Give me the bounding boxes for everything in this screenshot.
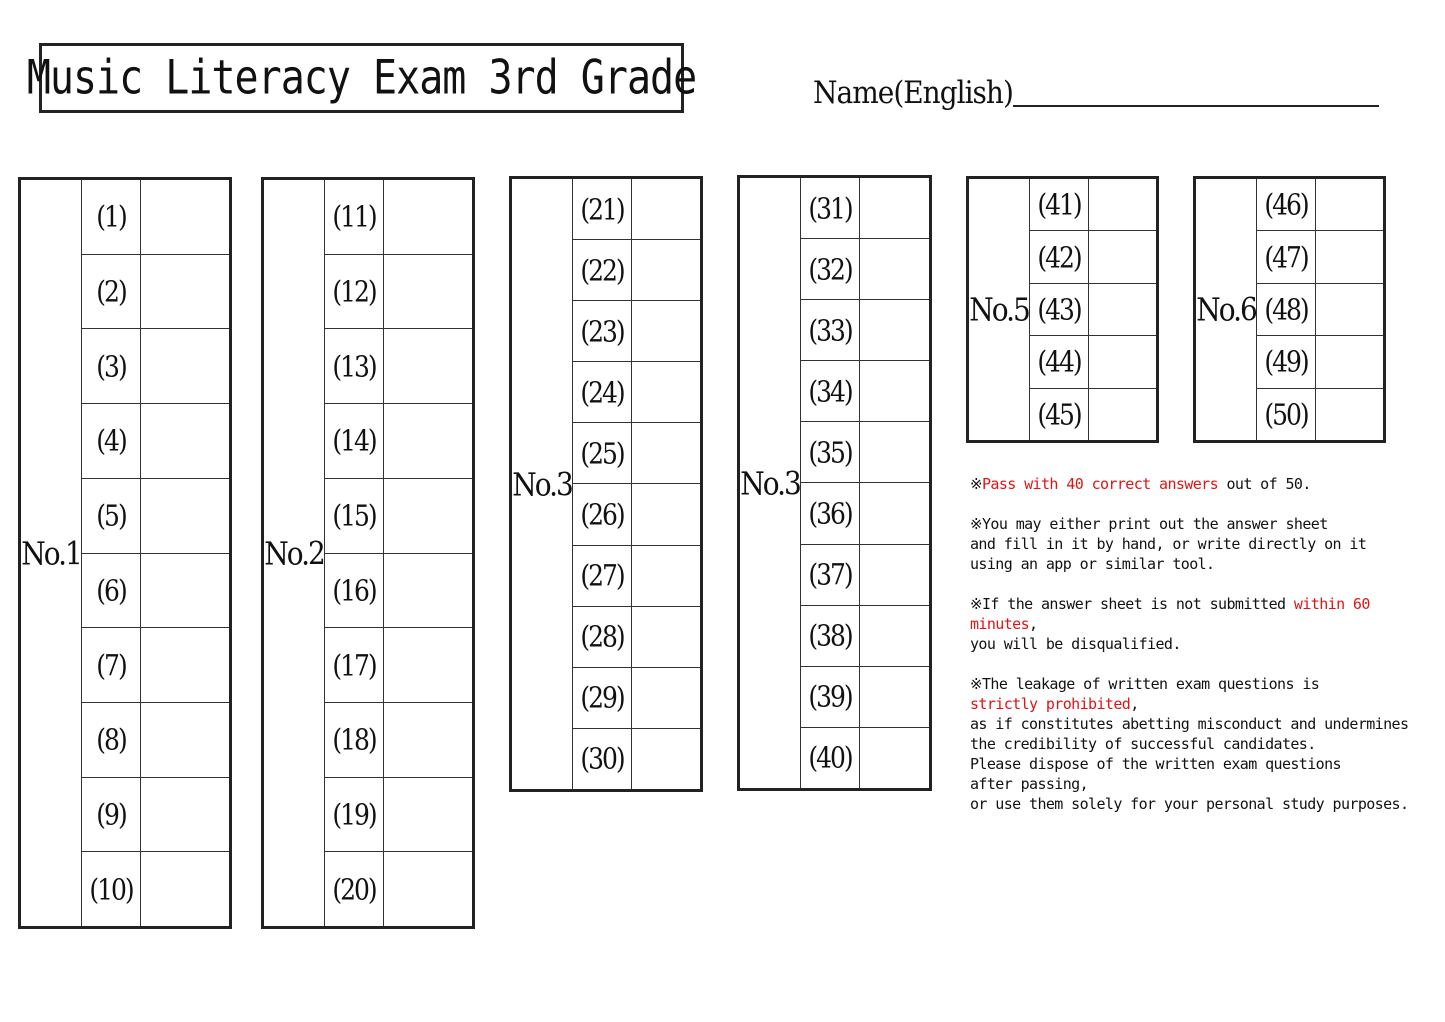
answer-cell[interactable] [632,729,700,789]
question-row [1257,231,1383,283]
question-rows [573,179,700,789]
name-label: Name(English) [813,74,1013,111]
answer-cell[interactable] [141,479,229,553]
question-number-cell [82,479,141,553]
question-number-cell [325,255,384,329]
question-number-cell [82,404,141,478]
note-time-highlight: within 60 minutes [970,595,1370,633]
answer-cell[interactable] [632,362,700,422]
question-number-cell [1030,284,1089,335]
note-line: using an app or similar tool. [970,555,1215,573]
question-number-cell [325,329,384,403]
question-number-cell [1257,231,1316,282]
answer-cell[interactable] [141,778,229,852]
question-row [573,668,700,729]
question-number-cell [801,361,860,421]
question-row [801,483,929,544]
question-row [325,778,472,853]
question-number: (38) [808,619,852,653]
question-number: (46) [1264,188,1308,222]
question-number-cell [82,180,141,254]
question-number: (36) [808,496,852,531]
answer-cell[interactable] [384,404,472,478]
question-number: (29) [580,681,624,715]
answer-cell[interactable] [141,404,229,478]
answer-cell[interactable] [1316,231,1383,282]
question-number-cell [573,484,632,544]
question-row [801,361,929,422]
question-row [325,852,472,926]
answer-table-section-5 [966,176,1159,443]
note-line: you will be disqualified. [970,635,1181,653]
question-row [801,422,929,483]
question-number-cell [801,483,860,543]
section-label-cell [264,180,325,926]
question-number-cell [325,852,384,926]
question-number: (2) [96,274,126,309]
question-number-cell [573,179,632,239]
question-number: (7) [96,648,126,682]
question-number: (10) [89,872,133,906]
section-label: No.6 [1196,290,1256,329]
question-number: (30) [580,742,624,776]
note-leak-highlight: strictly prohibited [970,695,1131,713]
question-row [82,404,229,479]
question-number-cell [82,778,141,852]
question-number: (16) [332,573,376,608]
question-number-cell [1257,336,1316,387]
question-number-cell [82,628,141,702]
section-label: No.3 [740,464,800,502]
note-pass-text: out of 50. [1218,475,1311,493]
question-number: (3) [96,349,126,383]
question-row [325,554,472,629]
question-number: (32) [808,252,852,286]
question-number-cell [325,404,384,478]
answer-cell[interactable] [1316,389,1383,440]
answer-cell[interactable] [384,554,472,628]
note-leakage-policy [970,674,1440,814]
question-row [801,606,929,667]
question-row [82,703,229,778]
question-number-cell [1257,284,1316,335]
name-field-area [813,76,1379,109]
section-label-cell [512,179,573,789]
answer-table-section-3 [509,176,703,792]
exam-title-box [26,43,697,113]
question-row [1257,389,1383,440]
answer-cell[interactable] [384,778,472,852]
question-number-cell [573,423,632,483]
question-number: (9) [96,797,126,832]
answer-cell[interactable] [1316,284,1383,335]
answer-cell[interactable] [141,329,229,403]
question-number: (28) [580,620,624,654]
question-number: (22) [580,253,624,287]
answer-cell[interactable] [632,668,700,728]
question-number-cell [1030,231,1089,282]
question-row [573,729,700,789]
question-row [325,329,472,404]
answer-cell[interactable] [141,554,229,628]
question-number-cell [573,362,632,422]
question-number: (34) [808,374,852,409]
question-number: (11) [332,200,376,234]
question-row [573,179,700,240]
question-row [1257,179,1383,231]
question-row [325,703,472,778]
question-number-cell [325,554,384,628]
question-number-cell [82,554,141,628]
question-number-cell [801,545,860,605]
question-number: (1) [96,200,126,234]
question-number-cell [1030,389,1089,440]
question-row [801,728,929,788]
question-number-cell [325,778,384,852]
note-line: the credibility of successful candidates. [970,735,1316,753]
answer-cell[interactable] [1089,389,1156,440]
answer-cell[interactable] [384,255,472,329]
question-row [82,778,229,853]
note-line: , [1130,695,1139,713]
note-line: and fill in it by hand, or write directly on it [970,535,1367,553]
note-pass-requirement [970,474,1440,494]
question-number: (18) [332,723,376,757]
answer-cell[interactable] [860,300,929,360]
question-rows [1257,179,1383,440]
question-number: (4) [96,424,126,458]
question-row [801,667,929,728]
question-row [573,240,700,301]
question-number: (41) [1037,188,1081,222]
question-row [1030,389,1156,440]
question-number: (15) [332,498,376,533]
question-number-cell [82,703,141,777]
answer-cell[interactable] [860,667,929,727]
answer-cell[interactable] [632,484,700,544]
question-number-cell [801,178,860,238]
question-number-cell [325,479,384,553]
question-number: (50) [1264,397,1308,432]
answer-cell[interactable] [1089,179,1156,230]
answer-table-section-4 [737,175,932,791]
question-number-cell [573,607,632,667]
section-label: No.5 [969,290,1029,329]
question-number-cell [573,546,632,606]
question-row [1030,336,1156,388]
question-number-cell [573,729,632,789]
answer-table-section-1 [18,177,232,929]
question-number-cell [1257,389,1316,440]
answer-cell[interactable] [632,423,700,483]
answer-cell[interactable] [384,628,472,702]
question-row [82,479,229,554]
question-row [82,329,229,404]
question-number-cell [801,728,860,788]
question-number: (48) [1264,292,1308,327]
section-label-cell [21,180,82,926]
question-row [573,607,700,668]
note-line: as if constitutes abetting misconduct and undermines [970,715,1409,733]
question-number: (6) [96,573,126,608]
section-label: No.1 [21,534,81,572]
note-pass-highlight: Pass with 40 correct answers [981,475,1219,493]
answer-cell[interactable] [632,240,700,300]
question-number: (26) [580,497,624,532]
question-number: (17) [332,648,376,682]
question-number: (42) [1037,240,1081,274]
note-line: ※The leakage of written exam questions is [970,675,1320,693]
answer-cell[interactable] [141,180,229,254]
question-rows [1030,179,1156,440]
answer-cell[interactable] [1089,336,1156,387]
note-time-limit [970,594,1440,654]
exam-title: Music Literacy Exam 3rd Grade [26,50,697,106]
answer-cell[interactable] [860,606,929,666]
question-row [82,180,229,255]
answer-table-section-2 [261,177,475,929]
question-number: (14) [332,424,376,458]
question-number: (23) [580,314,624,348]
name-input-line[interactable] [1013,104,1379,107]
question-number: (13) [332,349,376,383]
section-label: No.3 [512,465,572,503]
answer-table-section-6 [1193,176,1386,443]
question-number-cell [573,668,632,728]
note-line: after passing, [970,775,1089,793]
question-number: (12) [332,274,376,309]
answer-cell[interactable] [860,545,929,605]
answer-cell[interactable] [141,703,229,777]
question-row [325,404,472,479]
note-print-instructions [970,514,1440,574]
question-number: (25) [580,436,624,471]
question-number-cell [325,628,384,702]
question-rows [801,178,929,788]
question-row [325,180,472,255]
answer-cell[interactable] [860,483,929,543]
answer-cell[interactable] [384,329,472,403]
answer-cell[interactable] [632,301,700,361]
question-number: (47) [1264,240,1308,274]
question-row [82,554,229,629]
answer-cell[interactable] [1316,336,1383,387]
answer-cell[interactable] [1316,179,1383,230]
question-number: (5) [96,498,126,533]
question-number: (19) [332,797,376,832]
question-number: (35) [808,435,852,470]
section-label-cell [969,179,1030,440]
note-line: , [1029,615,1038,633]
note-line: ※If the answer sheet is not submitted [970,595,1294,613]
question-row [325,255,472,330]
question-number: (8) [96,723,126,757]
answer-cell[interactable] [632,179,700,239]
question-row [801,178,929,239]
answer-cell[interactable] [141,255,229,329]
question-number: (49) [1264,345,1308,379]
question-number-cell [801,422,860,482]
note-mark: ※ [970,475,982,493]
question-number-cell [573,301,632,361]
question-row [82,628,229,703]
question-row [1257,336,1383,388]
answer-cell[interactable] [384,852,472,926]
answer-cell[interactable] [384,479,472,553]
answer-cell[interactable] [632,607,700,667]
answer-cell[interactable] [860,361,929,421]
note-line: Please dispose of the written exam questions [970,755,1341,773]
question-number-cell [801,667,860,727]
question-number-cell [325,703,384,777]
question-number: (40) [808,741,852,775]
question-row [1030,179,1156,231]
answer-cell[interactable] [860,728,929,788]
question-number-cell [801,300,860,360]
question-row [1257,284,1383,336]
answer-cell[interactable] [1089,231,1156,282]
answer-cell[interactable] [1089,284,1156,335]
question-row [573,423,700,484]
question-number: (37) [808,557,852,592]
question-row [325,479,472,554]
question-row [573,546,700,607]
question-number-cell [325,180,384,254]
question-number-cell [82,852,141,926]
question-number-cell [82,329,141,403]
question-number-cell [1257,179,1316,230]
question-number: (21) [580,192,624,226]
exam-notes [970,474,1440,834]
answer-cell[interactable] [141,628,229,702]
section-label-cell [740,178,801,788]
question-number: (33) [808,313,852,347]
question-number: (27) [580,558,624,593]
question-row [573,484,700,545]
question-number: (43) [1037,292,1081,327]
answer-cell[interactable] [860,178,929,238]
answer-cell[interactable] [860,239,929,299]
question-row [801,300,929,361]
question-number-cell [1030,179,1089,230]
note-line: ※You may either print out the answer sheet [970,515,1328,533]
question-rows [82,180,229,926]
question-number-cell [82,255,141,329]
question-row [82,255,229,330]
question-number-cell [801,239,860,299]
section-label: No.2 [264,534,324,572]
question-number: (45) [1037,397,1081,432]
question-number: (31) [808,191,852,225]
answer-cell[interactable] [141,852,229,926]
question-number: (20) [332,872,376,906]
question-number: (44) [1037,345,1081,379]
question-rows [325,180,472,926]
answer-cell[interactable] [860,422,929,482]
question-row [573,301,700,362]
question-number-cell [1030,336,1089,387]
answer-cell[interactable] [384,703,472,777]
question-row [325,628,472,703]
question-number-cell [801,606,860,666]
answer-cell[interactable] [632,546,700,606]
question-row [1030,231,1156,283]
question-row [801,545,929,606]
section-label-cell [1196,179,1257,440]
answer-cell[interactable] [384,180,472,254]
question-row [573,362,700,423]
question-row [1030,284,1156,336]
question-number-cell [573,240,632,300]
question-row [82,852,229,926]
note-line: or use them solely for your personal study purposes. [970,795,1409,813]
question-number: (39) [808,680,852,714]
question-row [801,239,929,300]
question-number: (24) [580,375,624,410]
